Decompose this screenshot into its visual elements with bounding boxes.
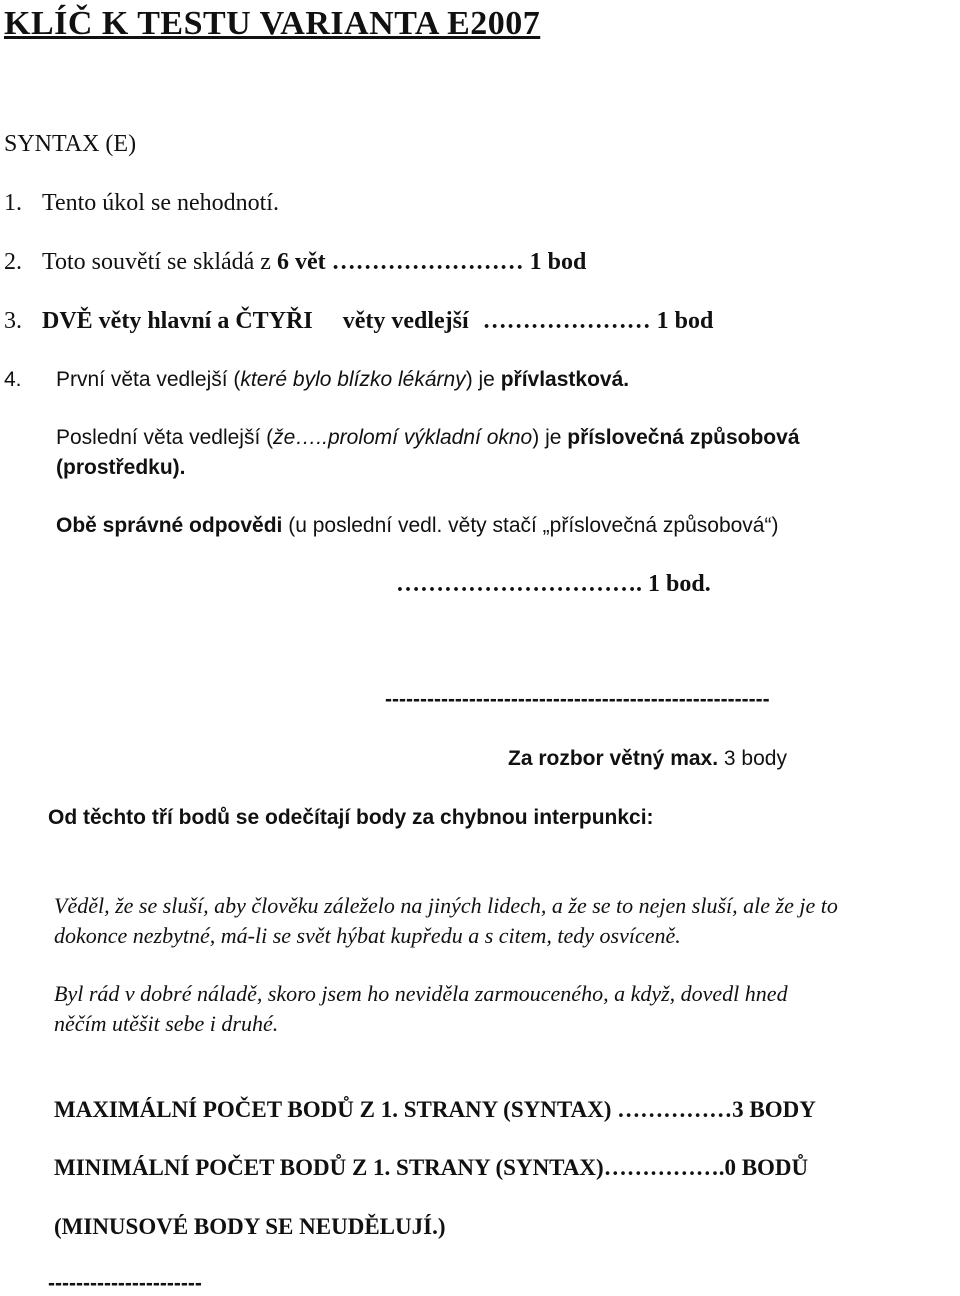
item-answer: přívlastková.	[500, 368, 630, 391]
item-number: 4.	[4, 368, 22, 391]
summary-note: (MINUSOVÉ BODY SE NEUDĚLUJÍ.)	[54, 1214, 446, 1239]
sentence-2-line-1: Byl rád v dobré náladě, skoro jsem ho neviděla zarmouceného, a když, dovedl hned	[54, 981, 788, 1006]
clause-answer-detail: (prostředku).	[56, 456, 186, 479]
item-3	[4, 308, 713, 336]
item-2	[4, 249, 586, 277]
item-points: ………………… 1 bod	[482, 308, 714, 334]
section-heading: SYNTAX (E)	[4, 131, 137, 157]
sentence-1-line-1: Věděl, že se sluší, aby člověku záleželo na jiných lidech, a že se to nejen sluší, ale že je to	[54, 893, 838, 918]
clause-text-2: ) je	[532, 426, 568, 449]
item-text: Toto souvětí se skládá z	[42, 249, 277, 275]
max-points-value: 3 body	[718, 747, 787, 770]
item-answer: 6 vět	[276, 249, 326, 275]
item-text: Tento úkol se nehodnotí.	[42, 190, 279, 216]
clause-text: Poslední věta vedlejší (	[56, 426, 274, 449]
item-number: 1.	[4, 190, 22, 216]
clause-quote: že…..prolomí výkladní okno	[273, 426, 533, 449]
page-title: KLÍČ K TESTU VARIANTA E2007	[4, 5, 541, 42]
deduct-note: Od těchto tří bodů se odečítají body za chybnou interpunkci:	[48, 806, 654, 829]
sentence-1-line-2: dokonce nezbytné, má-li se svět hýbat kupředu a s citem, tedy osvíceně.	[54, 923, 681, 948]
clause-answer: příslovečná způsobová	[567, 426, 800, 449]
item-text-2: ) je	[465, 368, 501, 391]
both-answers-label: Obě správné odpovědi	[56, 514, 283, 537]
summary-max: MAXIMÁLNÍ POČET BODŮ Z 1. STRANY (SYNTAX) ……………3 BODY	[54, 1097, 816, 1122]
item-text: První věta vedlejší (	[56, 368, 241, 391]
item-number: 2.	[4, 249, 22, 275]
point-line: …………………………. 1 bod.	[396, 571, 711, 597]
item-answer: DVĚ věty hlavní a ČTYŘI	[42, 308, 313, 334]
max-points-line	[508, 747, 787, 771]
bottom-dash: ----------------------	[48, 1272, 202, 1295]
both-answers-text: (u poslední vedl. věty stačí „příslovečná způsobová“)	[282, 514, 779, 537]
last-clause-line	[56, 426, 800, 450]
dash-divider: -------------------------------------------------------	[385, 688, 770, 711]
summary-min: MINIMÁLNÍ POČET BODŮ Z 1. STRANY (SYNTAX)…………….0 BODŮ	[54, 1155, 809, 1180]
both-answers-note	[56, 514, 778, 538]
item-points: …………………… 1 bod	[325, 249, 587, 275]
item-answer-2: věty vedlejší	[342, 308, 469, 334]
item-number: 3.	[4, 308, 22, 334]
item-quote: které bylo blízko lékárny	[240, 368, 466, 391]
max-points-label: Za rozbor větný max.	[508, 747, 719, 770]
item-4	[4, 368, 629, 392]
item-1	[4, 190, 279, 218]
sentence-2-line-2: něčím utěšit sebe i druhé.	[54, 1011, 279, 1036]
